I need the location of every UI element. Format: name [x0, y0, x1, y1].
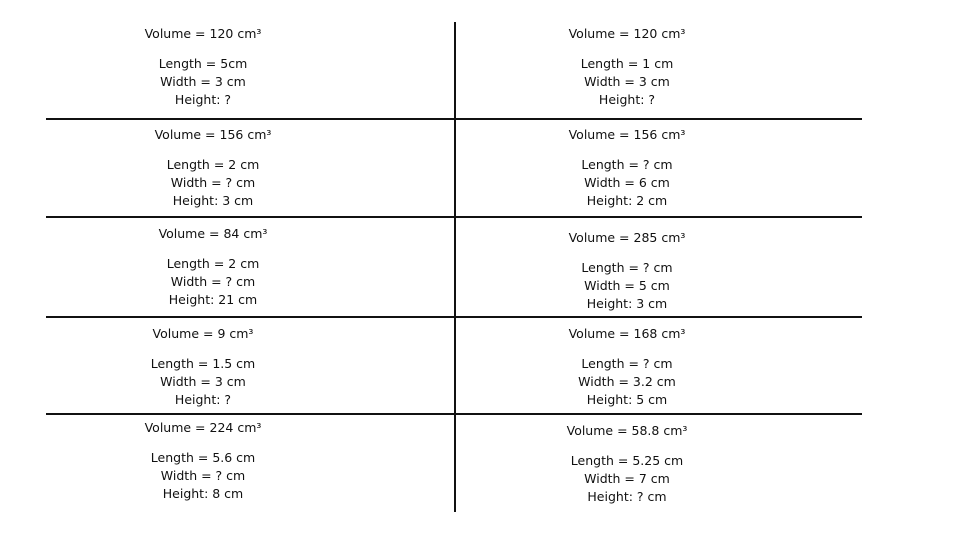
problem-card [108, 225, 318, 309]
row-divider [46, 413, 862, 415]
length-label: Length = ? cm [581, 260, 673, 275]
width-label: Width = 7 cm [584, 471, 670, 486]
width-label: Width = 6 cm [584, 175, 670, 190]
length-label: Length = ? cm [581, 356, 673, 371]
width-label: Width = 3 cm [160, 74, 246, 89]
volume-label: Volume = 58.8 cm³ [566, 423, 688, 438]
volume-label: Volume = 168 cm³ [568, 326, 686, 341]
width-label: Width = 3.2 cm [578, 374, 676, 389]
height-label: Height: ? cm [587, 489, 667, 504]
column-divider [454, 22, 456, 512]
height-label: Height: 3 cm [586, 296, 668, 311]
row-divider [46, 316, 862, 318]
height-label: Height: ? [598, 92, 656, 107]
length-label: Length = 5cm [158, 56, 248, 71]
width-label: Width = 3 cm [160, 374, 246, 389]
length-label: Length = 2 cm [166, 157, 260, 172]
length-label: Length = 5.25 cm [570, 453, 684, 468]
problem-card [98, 325, 308, 409]
problem-card [522, 229, 732, 313]
problem-card [522, 422, 732, 506]
problem-card [98, 419, 308, 503]
width-label: Width = 3 cm [584, 74, 670, 89]
problem-card [98, 25, 308, 109]
height-label: Height: 8 cm [162, 486, 244, 501]
problem-card [522, 325, 732, 409]
volume-label: Volume = 120 cm³ [568, 26, 686, 41]
volume-label: Volume = 156 cm³ [568, 127, 686, 142]
row-divider [46, 216, 862, 218]
volume-label: Volume = 224 cm³ [144, 420, 262, 435]
height-label: Height: 3 cm [172, 193, 254, 208]
volume-label: Volume = 9 cm³ [152, 326, 254, 341]
width-label: Width = ? cm [170, 175, 256, 190]
height-label: Height: ? [174, 92, 232, 107]
length-label: Length = 1 cm [580, 56, 674, 71]
volume-label: Volume = 156 cm³ [154, 127, 272, 142]
problem-card [522, 126, 732, 210]
problem-card [522, 25, 732, 109]
height-label: Height: ? [174, 392, 232, 407]
volume-label: Volume = 120 cm³ [144, 26, 262, 41]
width-label: Width = ? cm [160, 468, 246, 483]
width-label: Width = 5 cm [584, 278, 670, 293]
problem-card [108, 126, 318, 210]
length-label: Length = 5.6 cm [150, 450, 256, 465]
row-divider [46, 118, 862, 120]
length-label: Length = 2 cm [166, 256, 260, 271]
width-label: Width = ? cm [170, 274, 256, 289]
volume-label: Volume = 84 cm³ [158, 226, 268, 241]
volume-label: Volume = 285 cm³ [568, 230, 686, 245]
height-label: Height: 2 cm [586, 193, 668, 208]
length-label: Length = 1.5 cm [150, 356, 256, 371]
length-label: Length = ? cm [581, 157, 673, 172]
height-label: Height: 5 cm [586, 392, 668, 407]
height-label: Height: 21 cm [168, 292, 258, 307]
